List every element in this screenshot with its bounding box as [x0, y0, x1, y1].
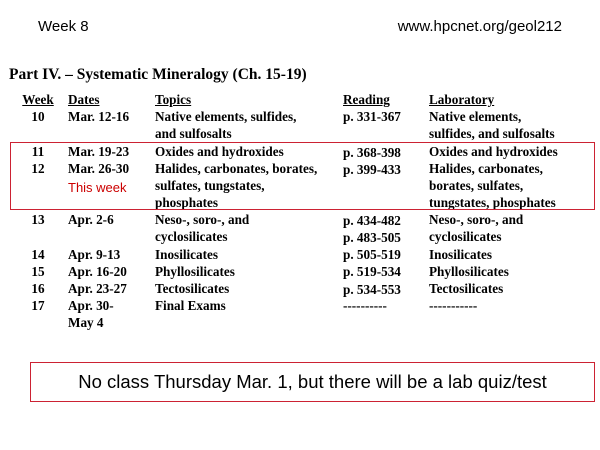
row-topic: and sulfosalts: [155, 126, 232, 141]
row-lab: borates, sulfates,: [429, 178, 524, 193]
row-topic: sulfates, tungstates,: [155, 178, 265, 193]
row-dates: Apr. 16-20: [68, 264, 127, 279]
row-lab: Halides, carbonates,: [429, 161, 543, 176]
row-lab: Neso-, soro-, and: [429, 212, 524, 227]
row-lab: Oxides and hydroxides: [429, 144, 558, 159]
row-week: 13: [31, 212, 45, 227]
row-dates: Mar. 26-30: [68, 161, 130, 176]
row-dates: Apr. 23-27: [68, 281, 127, 296]
column-header-dates: Dates: [68, 92, 100, 107]
row-lab: -----------: [429, 298, 478, 313]
row-dates: May 4: [68, 315, 104, 330]
row-lab: cyclosilicates: [429, 229, 502, 244]
column-header-week: Week: [22, 92, 54, 107]
row-dates: Apr. 2-6: [68, 212, 114, 227]
current-week-highlight: [10, 142, 595, 210]
row-lab: Phyllosilicates: [429, 264, 509, 279]
row-topic: Final Exams: [155, 298, 226, 313]
column-header-laboratory: Laboratory: [429, 92, 495, 107]
row-topic: phosphates: [155, 195, 219, 210]
row-lab: Native elements,: [429, 109, 522, 124]
row-lab: sulfides, and sulfosalts: [429, 126, 555, 141]
row-week: 16: [31, 281, 45, 296]
row-reading: p. 434-482: [343, 213, 401, 228]
row-dates: Mar. 12-16: [68, 109, 130, 124]
row-topic: Inosilicates: [155, 247, 219, 262]
row-lab: Tectosilicates: [429, 281, 504, 296]
page-title: Part IV. – Systematic Mineralogy (Ch. 15-19): [9, 66, 307, 83]
column-header-topics: Topics: [155, 92, 192, 107]
row-reading: p. 368-398: [343, 145, 401, 160]
row-lab: tungstates, phosphates: [429, 195, 556, 210]
row-reading: p. 399-433: [343, 162, 401, 177]
column-header-reading: Reading: [343, 92, 390, 107]
this-week-label: This week: [68, 180, 127, 195]
row-week: 10: [31, 109, 45, 124]
row-week: 11: [31, 144, 45, 159]
notice-box: [30, 362, 595, 402]
row-reading: p. 331-367: [343, 109, 401, 124]
week-label: Week 8: [38, 18, 89, 35]
row-reading: p. 483-505: [343, 230, 401, 245]
row-week: 12: [31, 161, 45, 176]
row-topic: cyclosilicates: [155, 229, 228, 244]
row-reading: p. 505-519: [343, 247, 401, 262]
row-reading: p. 519-534: [343, 264, 401, 279]
row-topic: Phyllosilicates: [155, 264, 235, 279]
row-week: 17: [31, 298, 45, 313]
row-week: 14: [31, 247, 45, 262]
row-lab: Inosilicates: [429, 247, 493, 262]
row-topic: Halides, carbonates, borates,: [155, 161, 318, 176]
row-topic: Native elements, sulfides,: [155, 109, 297, 124]
notice-text: No class Thursday Mar. 1, but there will be a lab quiz/test: [78, 371, 547, 392]
course-url[interactable]: www.hpcnet.org/geol212: [397, 18, 562, 35]
row-dates: Apr. 9-13: [68, 247, 121, 262]
row-reading: ----------: [343, 298, 387, 313]
row-dates: Apr. 30-: [68, 298, 114, 313]
row-reading: p. 534-553: [343, 282, 401, 297]
row-week: 15: [31, 264, 45, 279]
row-dates: Mar. 19-23: [68, 144, 130, 159]
row-topic: Tectosilicates: [155, 281, 230, 296]
row-topic: Oxides and hydroxides: [155, 144, 284, 159]
row-topic: Neso-, soro-, and: [155, 212, 250, 227]
